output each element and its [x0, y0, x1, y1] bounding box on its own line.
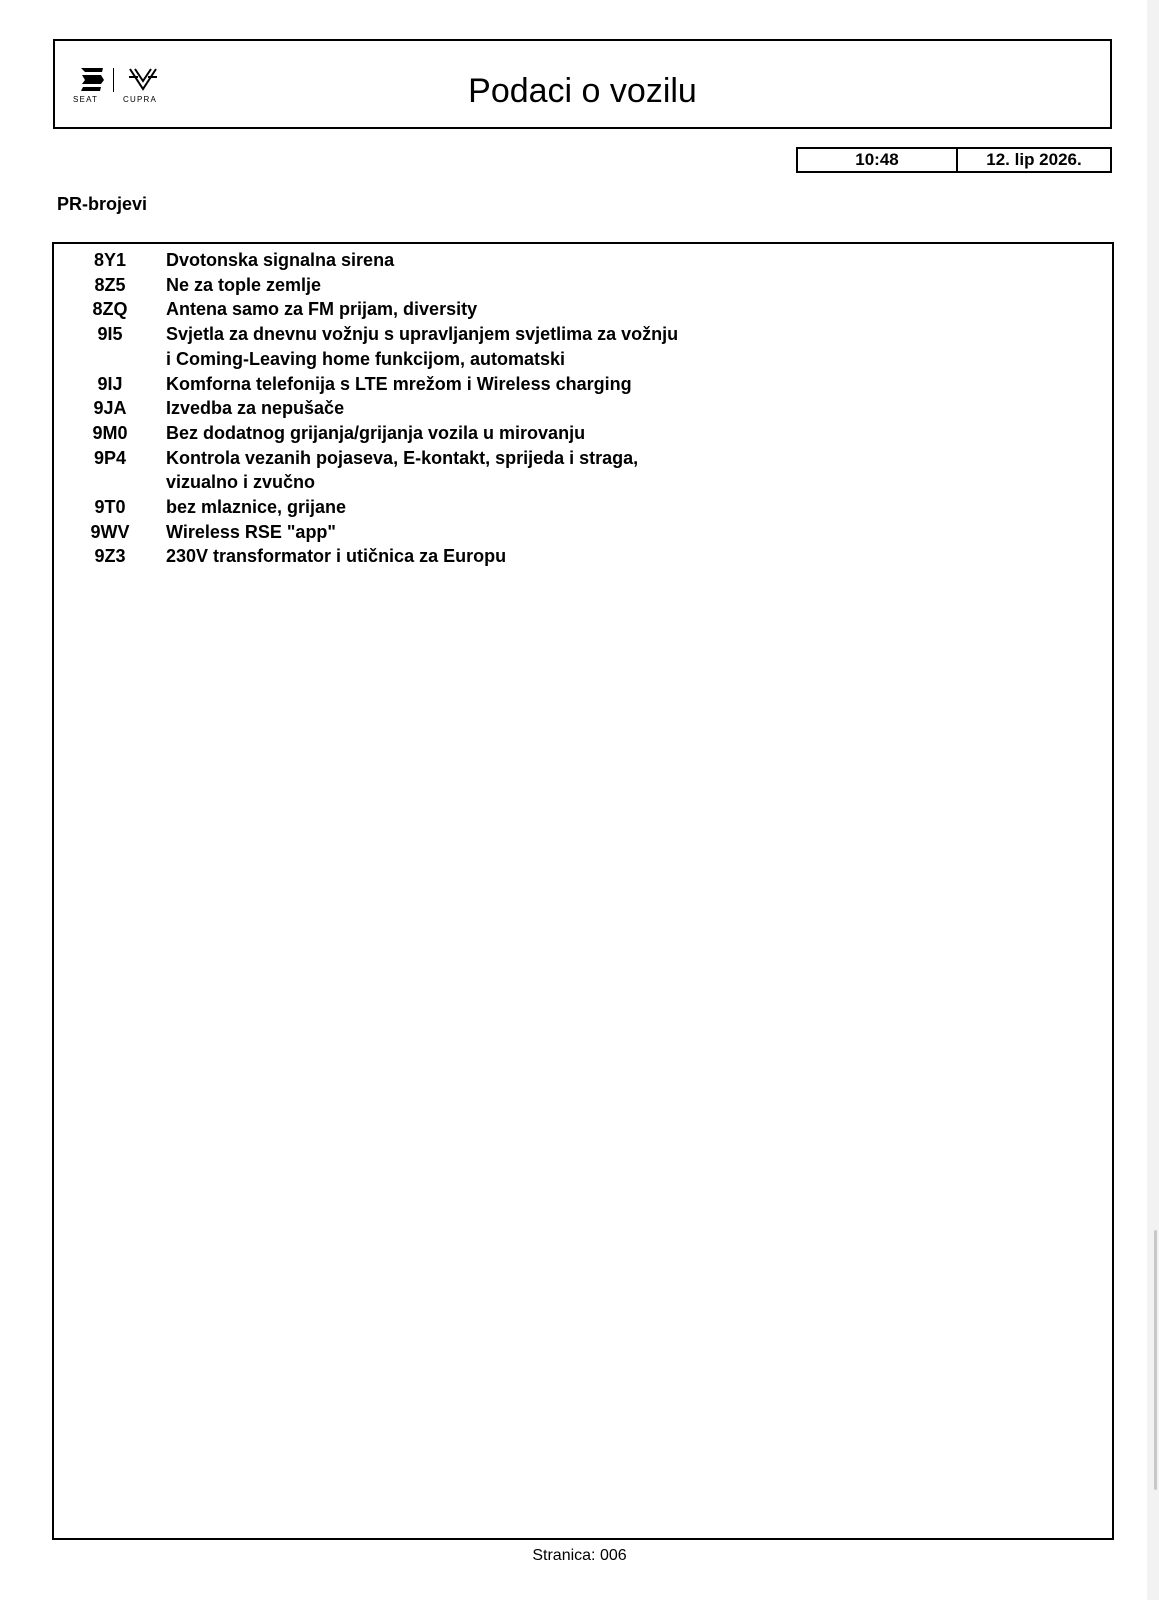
pr-description: 230V transformator i utičnica za Europu: [166, 546, 507, 567]
list-item: [54, 396, 1112, 421]
pr-code: 8Y1: [93, 250, 127, 270]
pr-code: 8ZQ: [92, 299, 128, 320]
pr-description: Bez dodatnog grijanja/grijanja vozila u mirovanju: [166, 422, 586, 443]
list-item: [54, 372, 1112, 397]
list-item: [54, 421, 1112, 446]
pr-description: Antena samo za FM prijam, diversity: [166, 299, 478, 320]
time-stamp: 10:48: [796, 147, 958, 173]
list-item: [54, 446, 1112, 495]
pr-description: Dvotonska signalna sirena: [166, 250, 395, 270]
pr-code: 9IJ: [97, 373, 123, 394]
section-title: PR-brojevi: [57, 194, 148, 214]
pr-code: 9P4: [93, 447, 127, 468]
list-item: [54, 544, 1112, 569]
list-item: [54, 495, 1112, 520]
page-number: Stranica: 006: [532, 1547, 627, 1564]
scrollbar-track[interactable]: [1147, 0, 1159, 1600]
pr-list-box: [52, 242, 1114, 1540]
pr-description: Komforna telefonija s LTE mrežom i Wireless charging: [166, 373, 632, 394]
pr-description: Wireless RSE "app": [166, 521, 336, 542]
list-item: [54, 520, 1112, 545]
list-item: [54, 248, 1112, 273]
list-item: [54, 322, 1112, 371]
pr-description: Ne za tople zemlje: [166, 274, 322, 295]
list-item: [54, 297, 1112, 322]
pr-code: 9I5: [97, 324, 123, 345]
pr-description: bez mlaznice, grijane: [166, 497, 347, 518]
header-box: [53, 39, 1112, 129]
pr-code: 9WV: [90, 521, 130, 542]
pr-description: Kontrola vezanih pojaseva, E-kontakt, sprijeda i straga, vizualno i zvučno: [166, 447, 639, 493]
list-item: [54, 273, 1112, 298]
pr-code: 9JA: [93, 398, 127, 419]
date-stamp: 12. lip 2026.: [956, 147, 1112, 173]
brand-seat-text: SEAT: [73, 95, 99, 104]
pr-code: 9Z3: [94, 546, 126, 567]
pr-code: 9M0: [92, 422, 128, 443]
pr-description: Svjetla za dnevnu vožnju s upravljanjem svjetlima za vožnju i Coming-Leaving home funkcijom, automatski: [166, 324, 679, 369]
pr-code: 9T0: [94, 497, 126, 518]
pr-list: [54, 248, 1112, 569]
scrollbar-thumb[interactable]: [1154, 1230, 1157, 1490]
pr-description: Izvedba za nepušače: [166, 398, 345, 419]
brand-cupra-text: CUPRA: [123, 95, 158, 104]
page-title: Podaci o vozilu: [468, 72, 697, 110]
pr-code: 8Z5: [94, 274, 126, 295]
